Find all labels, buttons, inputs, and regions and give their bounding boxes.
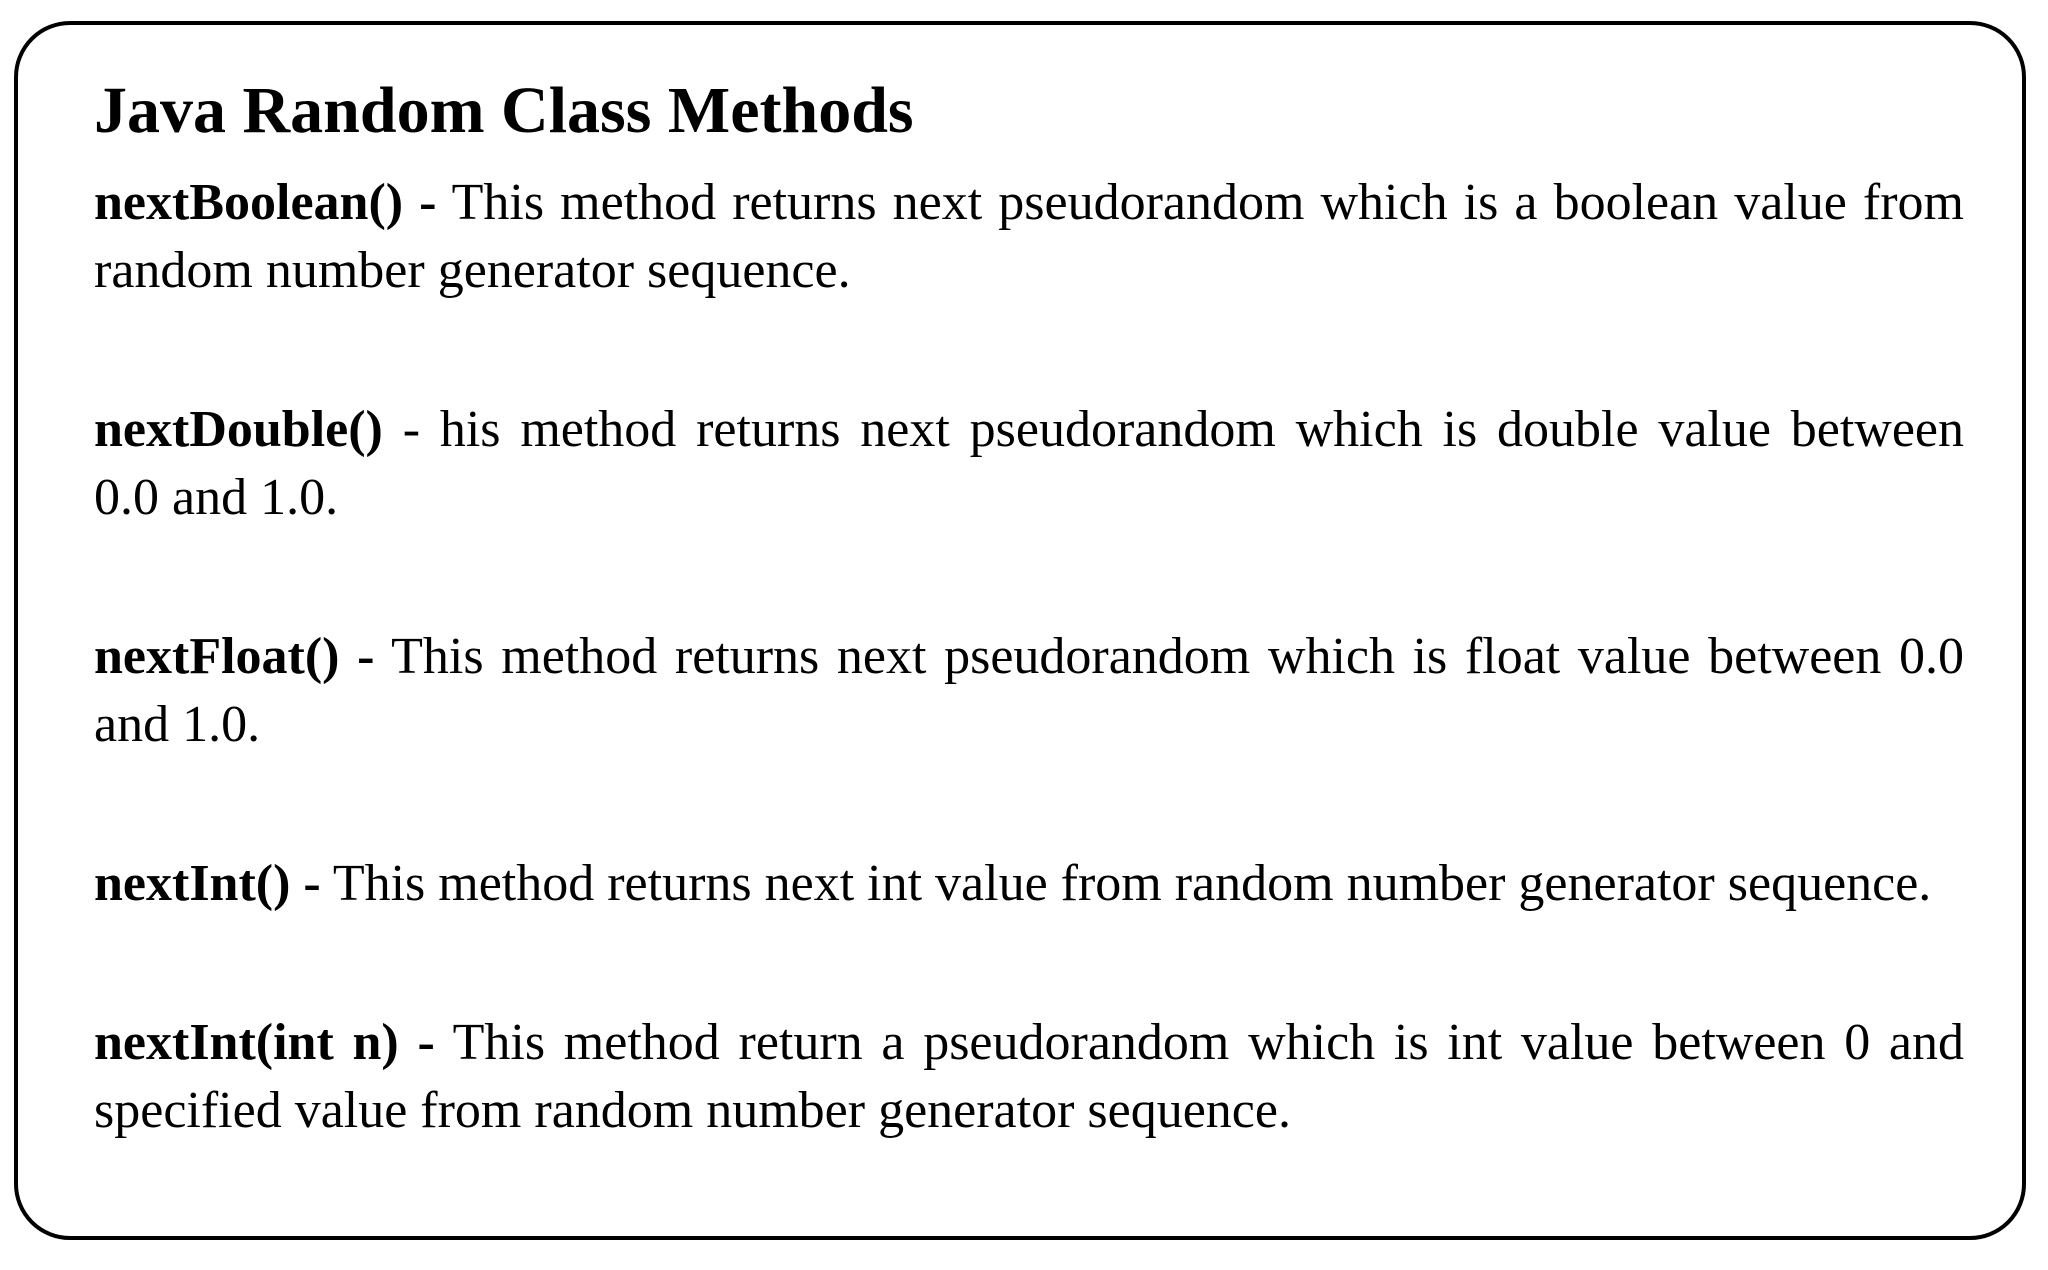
method-separator: -: [357, 628, 375, 685]
method-entry-nextfloat: [94, 623, 1964, 759]
method-separator: -: [417, 1014, 435, 1071]
method-entry-nextboolean: [94, 169, 1964, 305]
method-name: nextInt(int n): [94, 1014, 399, 1071]
method-name: nextInt(): [94, 855, 291, 912]
method-separator: -: [303, 855, 321, 912]
method-separator: -: [419, 174, 437, 231]
method-name: nextFloat(): [94, 628, 340, 685]
method-description: This method returns next int value from random number generator sequence.: [332, 855, 1932, 912]
method-description: his method returns next pseudorandom which is double value between 0.0 and 1.0.: [94, 401, 1964, 526]
method-separator: -: [402, 401, 421, 458]
page-title: Java Random Class Methods: [94, 74, 914, 147]
method-entry-nextint-n: [94, 1009, 1964, 1145]
methods-card: [14, 21, 2026, 1240]
method-description: This method return a pseudorandom which is int value between 0 and specified value from random number generator sequence.: [94, 1014, 1965, 1139]
method-name: nextDouble(): [94, 401, 383, 458]
method-description: This method returns next pseudorandom which is a boolean value from random number generator sequence.: [94, 174, 1965, 299]
method-name: nextBoolean(): [94, 174, 404, 231]
card-content: [94, 71, 1964, 1145]
method-entry-nextint: [94, 850, 1964, 918]
method-entry-nextdouble: [94, 396, 1964, 532]
method-description: This method returns next pseudorandom which is float value between 0.0 and 1.0.: [94, 628, 1964, 753]
